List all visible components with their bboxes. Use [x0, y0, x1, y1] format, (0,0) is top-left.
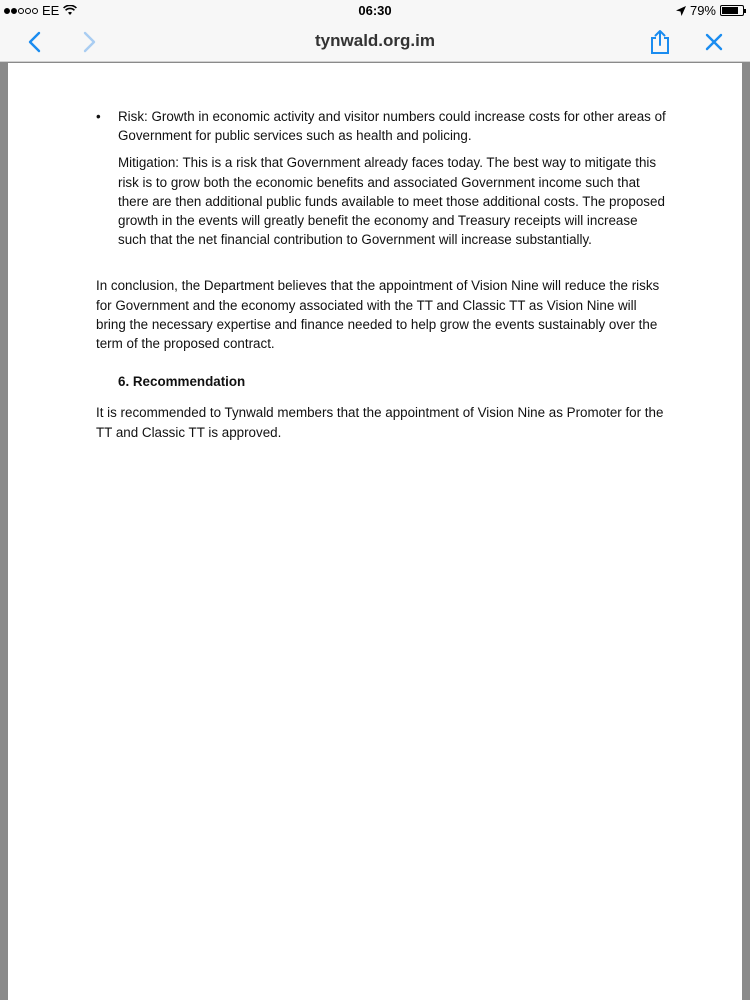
status-bar — [0, 0, 750, 22]
battery-fill — [722, 7, 738, 14]
status-right — [676, 3, 744, 18]
battery-icon — [720, 5, 744, 16]
mitigation-text: Mitigation: This is a risk that Government already faces today. The best way to mitigate this risk is to grow both the economic benefits and associated Government income such that there are then additional public funds available to meet those additional costs. The proposed growth in the events will greatly benefit the economy and Treasury receipts will increase such that the net financial contribution to Government will increase substantially. — [118, 155, 665, 248]
close-button[interactable] — [700, 28, 728, 56]
close-icon — [705, 33, 723, 51]
document-page — [8, 63, 742, 1000]
browser-nav-bar — [0, 22, 750, 62]
share-button[interactable] — [646, 28, 674, 56]
share-icon — [649, 29, 671, 55]
page-domain[interactable]: tynwald.org.im — [315, 31, 435, 50]
carrier-label: EE — [42, 3, 60, 18]
risk-bullet — [96, 107, 666, 145]
risk-text: Risk: Growth in economic activity and visitor numbers could increase costs for other areas of Government for public services such as health and policing. — [118, 109, 666, 144]
conclusion-paragraph: In conclusion, the Department believes that the appointment of Vision Nine will reduce the risks for Government and the economy associated with the TT and Classic TT as Vision Nine will bring the necessary expertise and finance needed to help grow the events sustainably over the term of the proposed contract. — [96, 278, 660, 352]
document-content — [96, 107, 666, 442]
battery-percent: 79% — [689, 3, 716, 18]
clock: 06:30 — [358, 3, 392, 18]
recommendation-paragraph: It is recommended to Tynwald members that the appointment of Vision Nine as Promoter for the TT and Classic TT is approved. — [96, 405, 664, 440]
section-heading: 6. Recommendation — [118, 374, 246, 390]
bullet-marker: • — [96, 109, 101, 124]
location-arrow-icon — [676, 6, 686, 16]
